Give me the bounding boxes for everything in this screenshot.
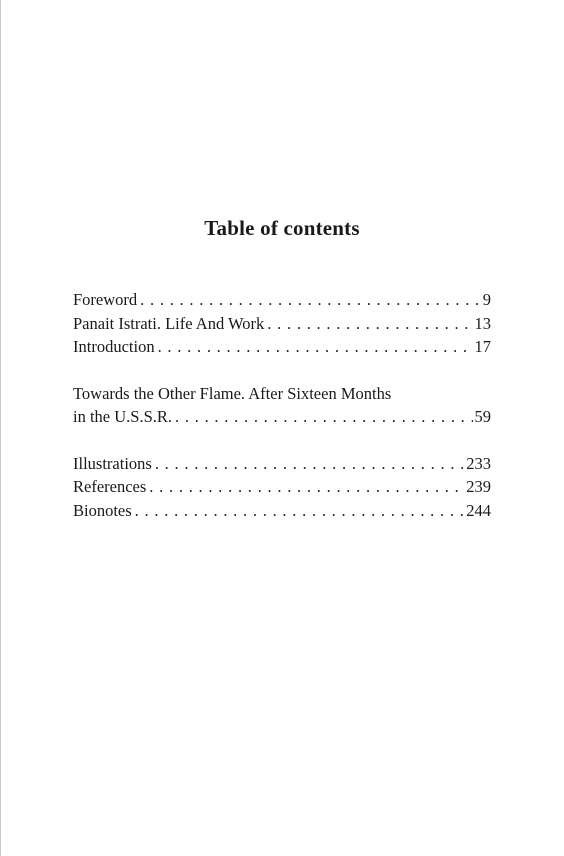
toc-entry-page: 17 [474,337,491,356]
toc-entry-page: 239 [466,477,491,496]
toc-entry-label-line1: Towards the Other Flame. After Sixteen Months [73,383,392,403]
toc-entry-introduction[interactable] [73,335,491,359]
dot-leader [140,288,481,312]
toc-entry-label: in the U.S.S.R. [73,407,173,426]
table-of-contents [73,288,491,522]
toc-entry-illustrations[interactable] [73,452,491,476]
toc-entry-line2 [73,405,491,429]
dot-leader [149,475,464,499]
toc-entry-label: Bionotes [73,500,132,520]
toc-entry-page: 9 [482,290,491,309]
toc-entry-label: Introduction [73,337,155,356]
toc-entry-page: 244 [466,500,491,520]
toc-entry-label: References [73,477,147,496]
dot-leader [155,452,464,476]
page-title: Table of contents [204,216,360,240]
toc-entry-life-and-work[interactable] [73,312,491,336]
toc-entry-label: Illustrations [73,453,152,473]
group-spacer [73,359,491,382]
dot-leader [267,312,472,336]
toc-entry-label: Panait Istrati. Life And Work [73,313,265,333]
group-spacer [73,429,491,452]
dot-leader [135,499,465,523]
toc-entry-page: 59 [474,407,491,426]
dot-leader [158,335,473,359]
toc-entry-towards-the-other-flame[interactable] [73,382,491,429]
toc-entry-label: Foreword [73,290,138,309]
page-left-edge [0,0,1,856]
toc-entry-foreword[interactable] [73,288,491,312]
toc-entry-page: 13 [474,313,491,333]
toc-entry-bionotes[interactable] [73,499,491,523]
dot-leader [175,405,472,429]
toc-entry-references[interactable] [73,475,491,499]
toc-entry-page: 233 [466,453,491,473]
